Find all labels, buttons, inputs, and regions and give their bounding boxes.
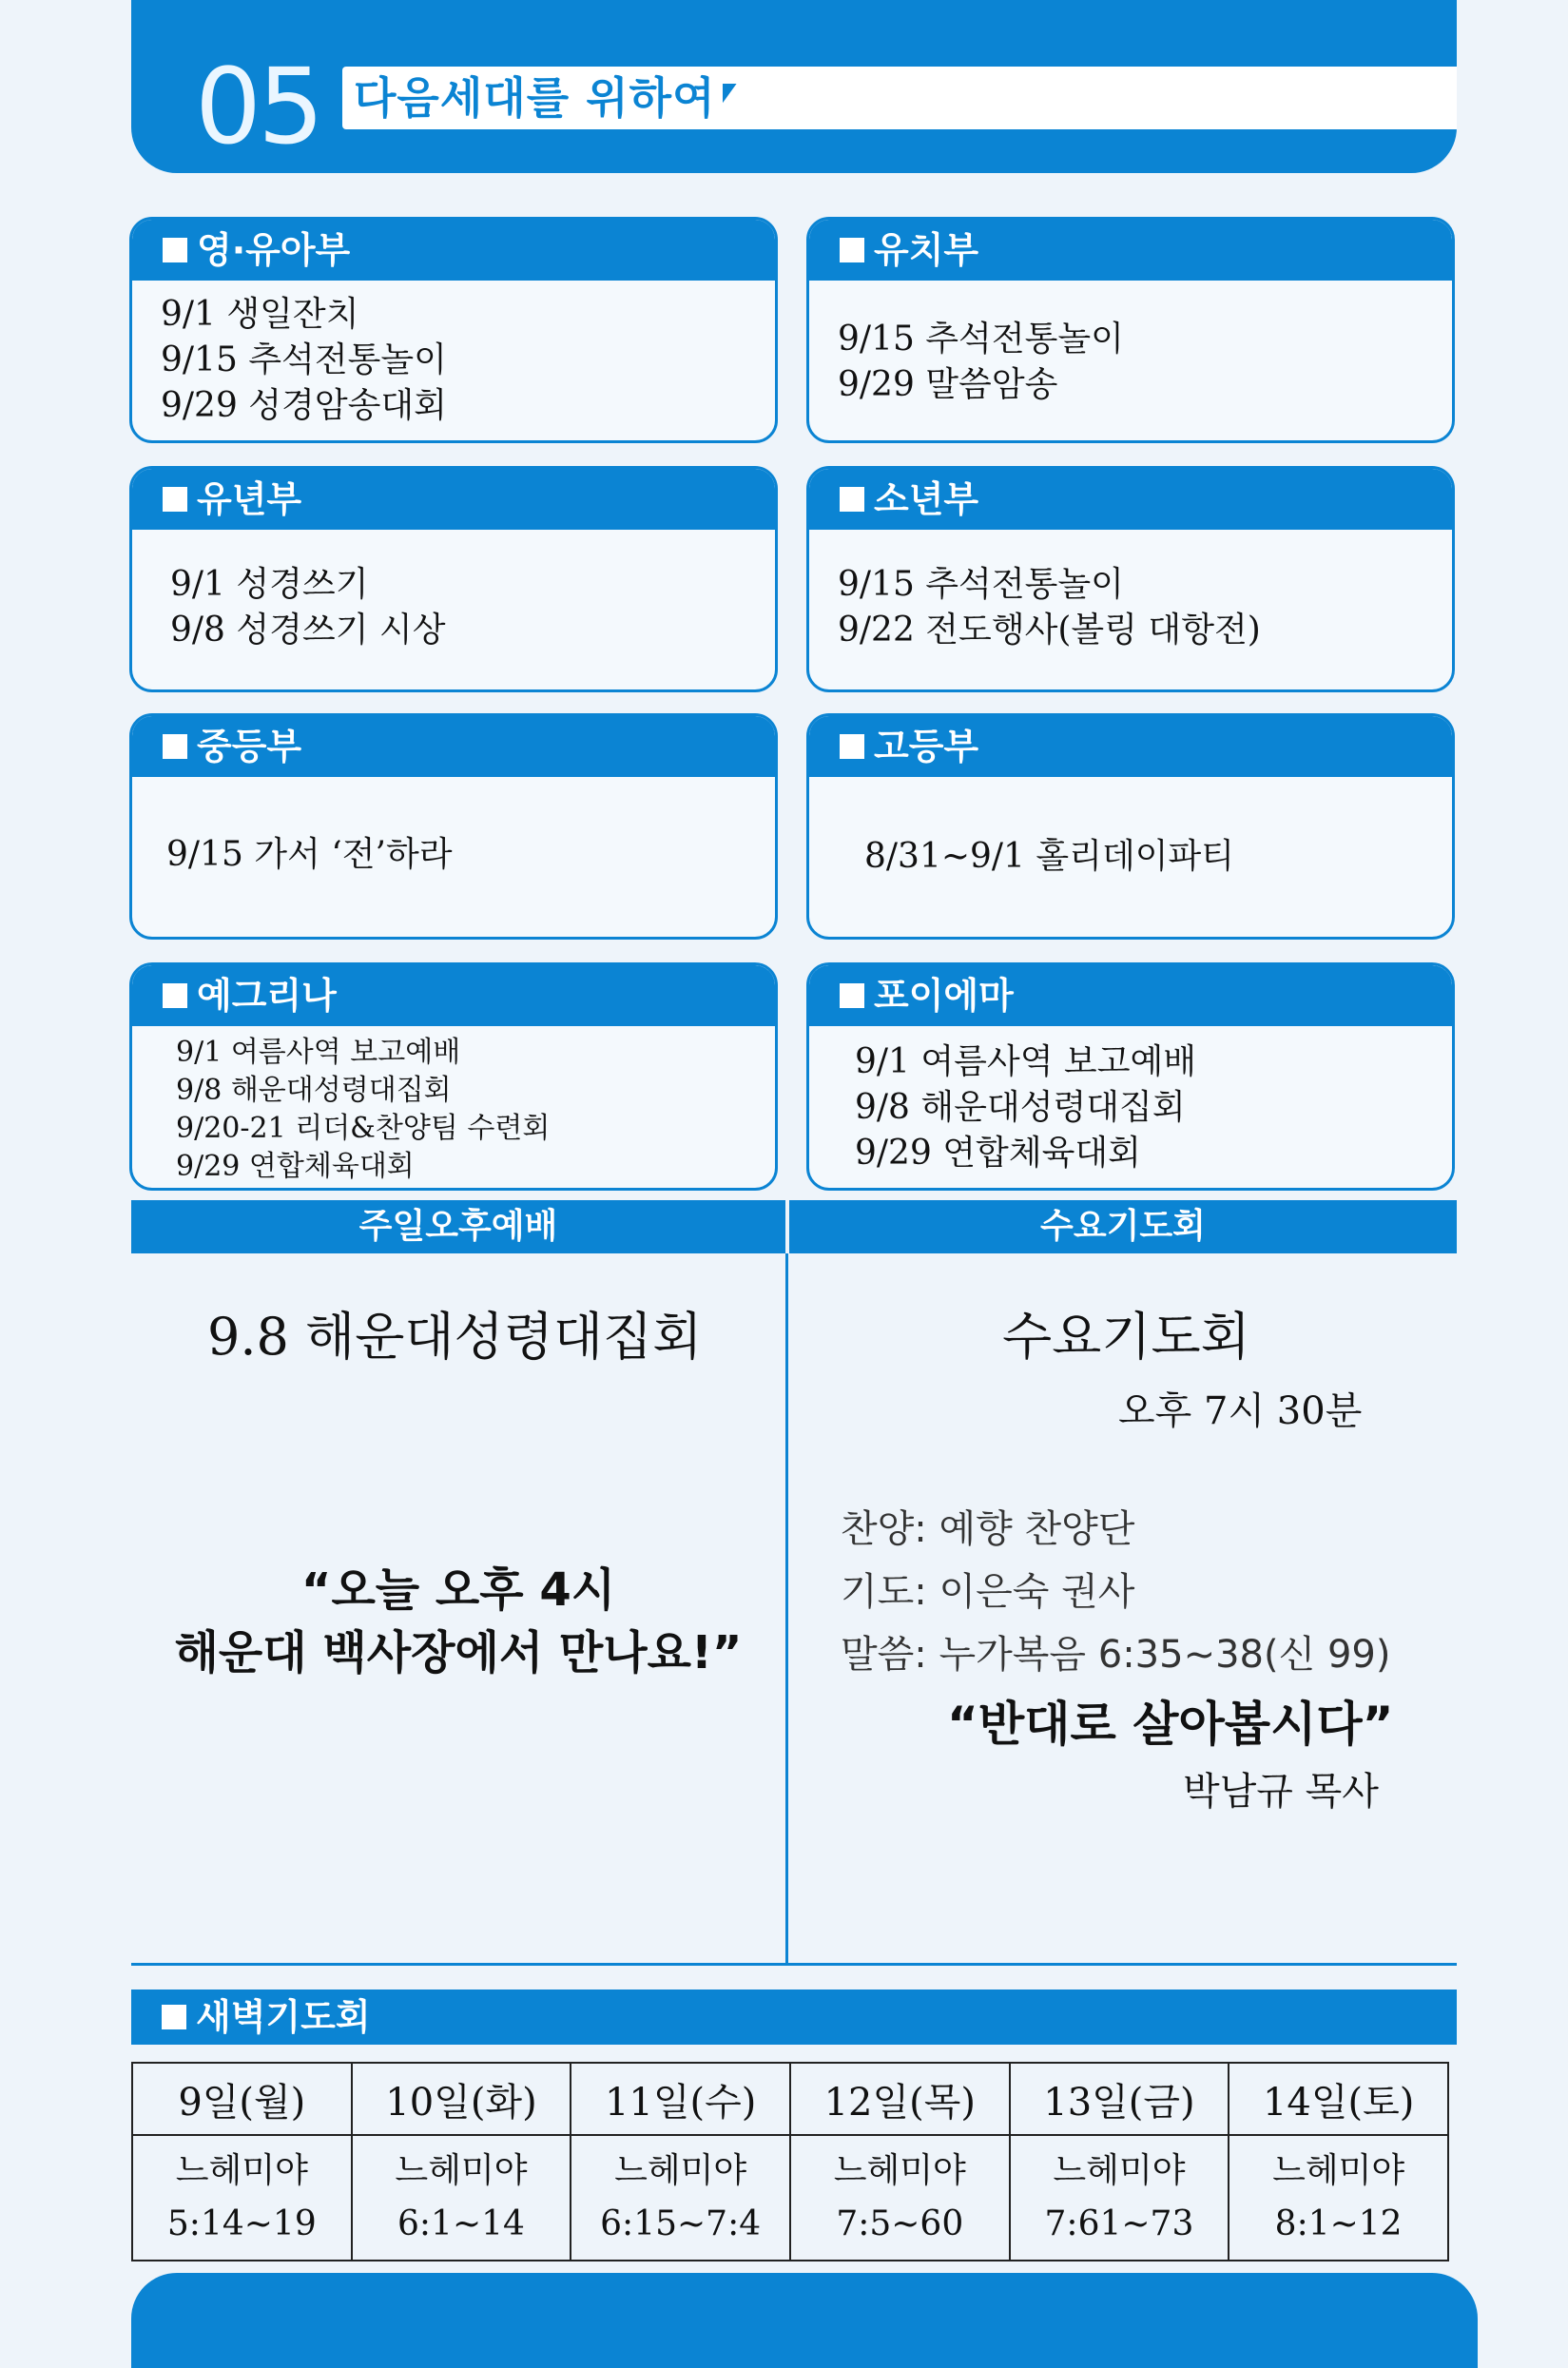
column-divider [785, 1253, 788, 1963]
dept-card-middle [129, 713, 778, 940]
wednesday-time: 오후 7시 30분 [1118, 1389, 1363, 1433]
card-title: 고등부 [840, 720, 978, 773]
table-cell: 느헤미야 6:1~14 [352, 2135, 571, 2261]
sermon-info: 말씀: 누가복음 6:35~38(신 99) [841, 1633, 1391, 1677]
card-body [864, 834, 1433, 880]
event-quote-line1: “오늘 오후 4시 [300, 1563, 616, 1617]
card-header [132, 965, 775, 1026]
table-cell: 느헤미야 7:5~60 [790, 2135, 1010, 2261]
wednesday-bar [789, 1200, 1457, 1253]
table-header-row [132, 2063, 1448, 2135]
card-title: 소년부 [840, 473, 978, 526]
card-title: 유치부 [840, 223, 978, 277]
schedule-item: 9/1 성경쓰기 [170, 565, 369, 604]
card-header [132, 469, 775, 530]
table-cell: 느헤미야 7:61~73 [1010, 2135, 1229, 2261]
card-title: 유년부 [163, 473, 301, 526]
title-banner-tail [704, 67, 1457, 129]
schedule-item: 9/20-21 리더&찬양팀 수련회 [176, 1112, 551, 1145]
card-header [809, 965, 1452, 1026]
section-divider [131, 1963, 1457, 1966]
schedule-item: 9/8 성경쓰기 시상 [170, 611, 446, 650]
table-header-cell: 12일(목) [790, 2063, 1010, 2135]
dept-card-elementary-lower [129, 466, 778, 692]
card-body [161, 292, 756, 429]
page-footer [131, 2273, 1478, 2368]
card-body [170, 562, 756, 653]
schedule-item: 9/15 추석전통놀이 [838, 320, 1124, 359]
square-bullet-icon [840, 734, 864, 759]
schedule-item: 9/15 가서 ‘전’하라 [166, 835, 453, 874]
dept-card-high [806, 713, 1455, 940]
square-bullet-icon [163, 487, 187, 512]
table-row [132, 2135, 1448, 2261]
dept-card-poiema [806, 962, 1455, 1191]
square-bullet-icon [840, 983, 864, 1008]
preacher-name: 박남규 목사 [1183, 1770, 1379, 1814]
dept-card-infant [129, 217, 778, 443]
card-title: 예그리나 [163, 969, 337, 1022]
card-title: 영·유아부 [163, 223, 350, 277]
square-bullet-icon [163, 983, 187, 1008]
section-number: 05 [195, 46, 320, 167]
table-header-cell: 9일(월) [132, 2063, 352, 2135]
table-header-cell: 13일(금) [1010, 2063, 1229, 2135]
table-header-cell: 14일(토) [1229, 2063, 1448, 2135]
card-body [838, 562, 1433, 653]
schedule-item: 9/29 말씀암송 [838, 365, 1058, 404]
schedule-item: 9/1 여름사역 보고예배 [855, 1042, 1197, 1081]
schedule-item: 9/29 성경암송대회 [161, 386, 447, 425]
card-body [176, 1034, 756, 1186]
event-title: 9.8 해운대성령대집회 [207, 1307, 703, 1367]
card-title: 포이에마 [840, 969, 1014, 1022]
schedule-item: 9/1 여름사역 보고예배 [176, 1036, 461, 1069]
wednesday-title: 수요기도회 [1002, 1307, 1250, 1367]
card-header [809, 220, 1452, 281]
card-body [838, 317, 1433, 408]
card-title: 중등부 [163, 720, 301, 773]
schedule-item: 9/15 추석전통놀이 [161, 340, 447, 379]
dawn-prayer-title: 새벽기도회 [162, 1990, 371, 2044]
square-bullet-icon [840, 487, 864, 512]
card-body [855, 1039, 1433, 1176]
table-header-cell: 11일(수) [571, 2063, 790, 2135]
praise-info: 찬양: 예향 찬양단 [841, 1507, 1135, 1551]
page-title: 다음세대를 위하여 [354, 72, 716, 124]
dept-card-yegrina [129, 962, 778, 1191]
schedule-item: 9/8 해운대성령대집회 [855, 1088, 1186, 1127]
card-body [166, 832, 756, 878]
table-cell: 느헤미야 8:1~12 [1229, 2135, 1448, 2261]
square-bullet-icon [163, 238, 187, 262]
card-header [132, 716, 775, 777]
event-quote-line2: 해운대 백사장에서 만나요!” [174, 1626, 743, 1679]
dept-card-elementary-upper [806, 466, 1455, 692]
prayer-info: 기도: 이은숙 권사 [841, 1570, 1135, 1614]
dawn-prayer-table [131, 2062, 1449, 2261]
schedule-item: 9/22 전도행사(볼링 대항전) [838, 611, 1261, 650]
square-bullet-icon [162, 2005, 186, 2029]
section-label: 수요기도회 [1040, 1207, 1206, 1246]
section-label: 주일오후예배 [358, 1207, 558, 1246]
schedule-item: 9/29 연합체육대회 [855, 1134, 1141, 1173]
card-header [809, 716, 1452, 777]
schedule-item: 9/1 생일잔치 [161, 295, 359, 334]
schedule-item: 9/8 해운대성령대집회 [176, 1074, 452, 1107]
sunday-afternoon-bar [131, 1200, 785, 1253]
table-cell: 느헤미야 6:15~7:4 [571, 2135, 790, 2261]
schedule-item: 9/29 연합체육대회 [176, 1150, 415, 1183]
card-header [132, 220, 775, 281]
square-bullet-icon [840, 238, 864, 262]
schedule-item: 9/15 추석전통놀이 [838, 565, 1124, 604]
sermon-title: “반대로 살아봅시다” [947, 1697, 1394, 1752]
card-header [809, 469, 1452, 530]
table-header-cell: 10일(화) [352, 2063, 571, 2135]
table-cell: 느헤미야 5:14~19 [132, 2135, 352, 2261]
dept-card-kindergarten [806, 217, 1455, 443]
schedule-item: 8/31~9/1 홀리데이파티 [864, 837, 1235, 876]
square-bullet-icon [163, 734, 187, 759]
